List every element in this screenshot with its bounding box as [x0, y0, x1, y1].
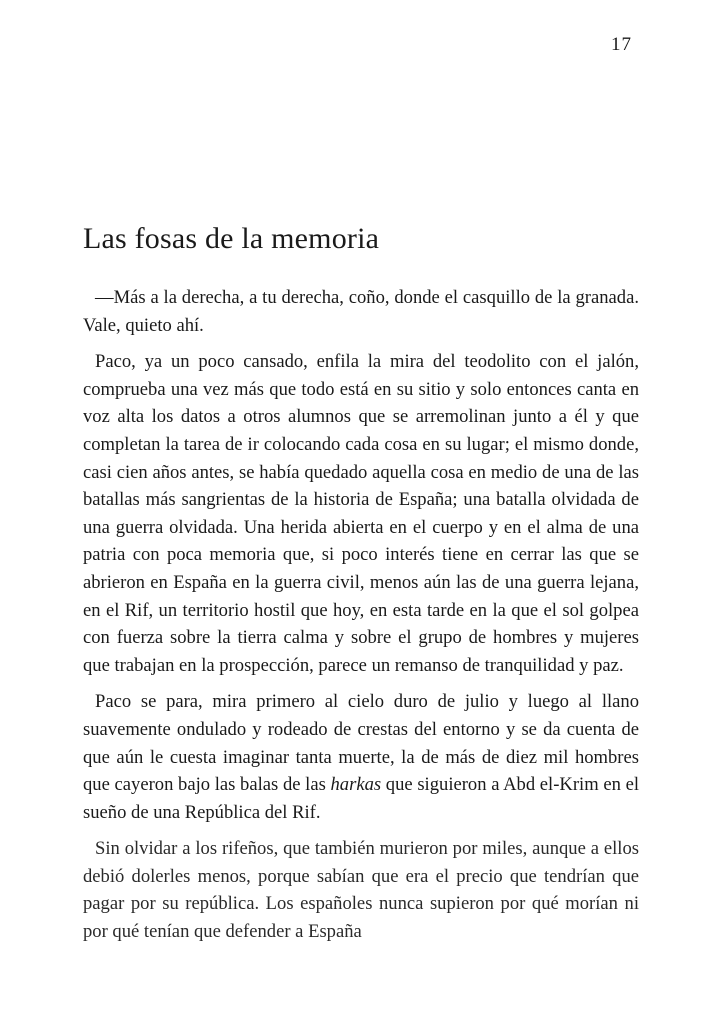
paragraph-paco-teodolito: Paco, ya un poco cansado, enfila la mira del teodolito con el jalón, comprueba una vez más que todo está en su sitio y solo entonces canta en voz alta los datos a otros alumnos que se arremolinan junto a él y que completan la tarea de ir colocando cada cosa en su lugar; el mismo donde, casi cien años antes, se había quedado aquella cosa en medio de una de las batallas más sangrientas de la historia de España; una batalla olvidada de una guerra olvidada. Una herida abierta en el cuerpo y en el alma de una patria con poca memoria que, si poco interés tiene en cerrar las que se abrieron en España en la guerra civil, menos aún las de una guerra lejana, en el Rif, un territorio hostil que hoy, en esta tarde en la que el sol golpea con fuerza sobre la tierra calma y sobre el grupo de hombres y mujeres que trabajan en la prospección, parece un remanso de tranquilidad y paz.: [83, 351, 639, 676]
chapter-title: Las fosas de la memoria: [83, 222, 380, 255]
page-number: 17: [611, 34, 632, 55]
paragraph-text-after-italic: que siguieron a Abd el-Krim en el sueño de una República del Rif.: [83, 774, 639, 823]
italic-term-harkas: harkas: [330, 774, 382, 796]
paragraph-rifenos: Sin olvidar a los rifeños, que también murieron por miles, aunque a ellos debió dolerles menos, porque sabían que era el precio que tendrían que pagar por su república. Los españoles nunca supieron por qué morían ni por qué tenían que defender a España: [83, 838, 639, 943]
paragraph-text-before-italic: Paco se para, mira primero al cielo duro de julio y luego al llano suavemente ondulado y rodeado de crestas del entorno y se da cuenta de que aún le cuesta imaginar tanta muerte, la de más de diez mil hombres que cayeron bajo las balas de las: [83, 691, 639, 796]
paragraph-dialogue: —Más a la derecha, a tu derecha, coño, donde el casquillo de la granada. Vale, quieto ahí.: [83, 287, 639, 336]
body-text: [83, 284, 639, 955]
paragraph-paco-se-para: [83, 688, 639, 826]
